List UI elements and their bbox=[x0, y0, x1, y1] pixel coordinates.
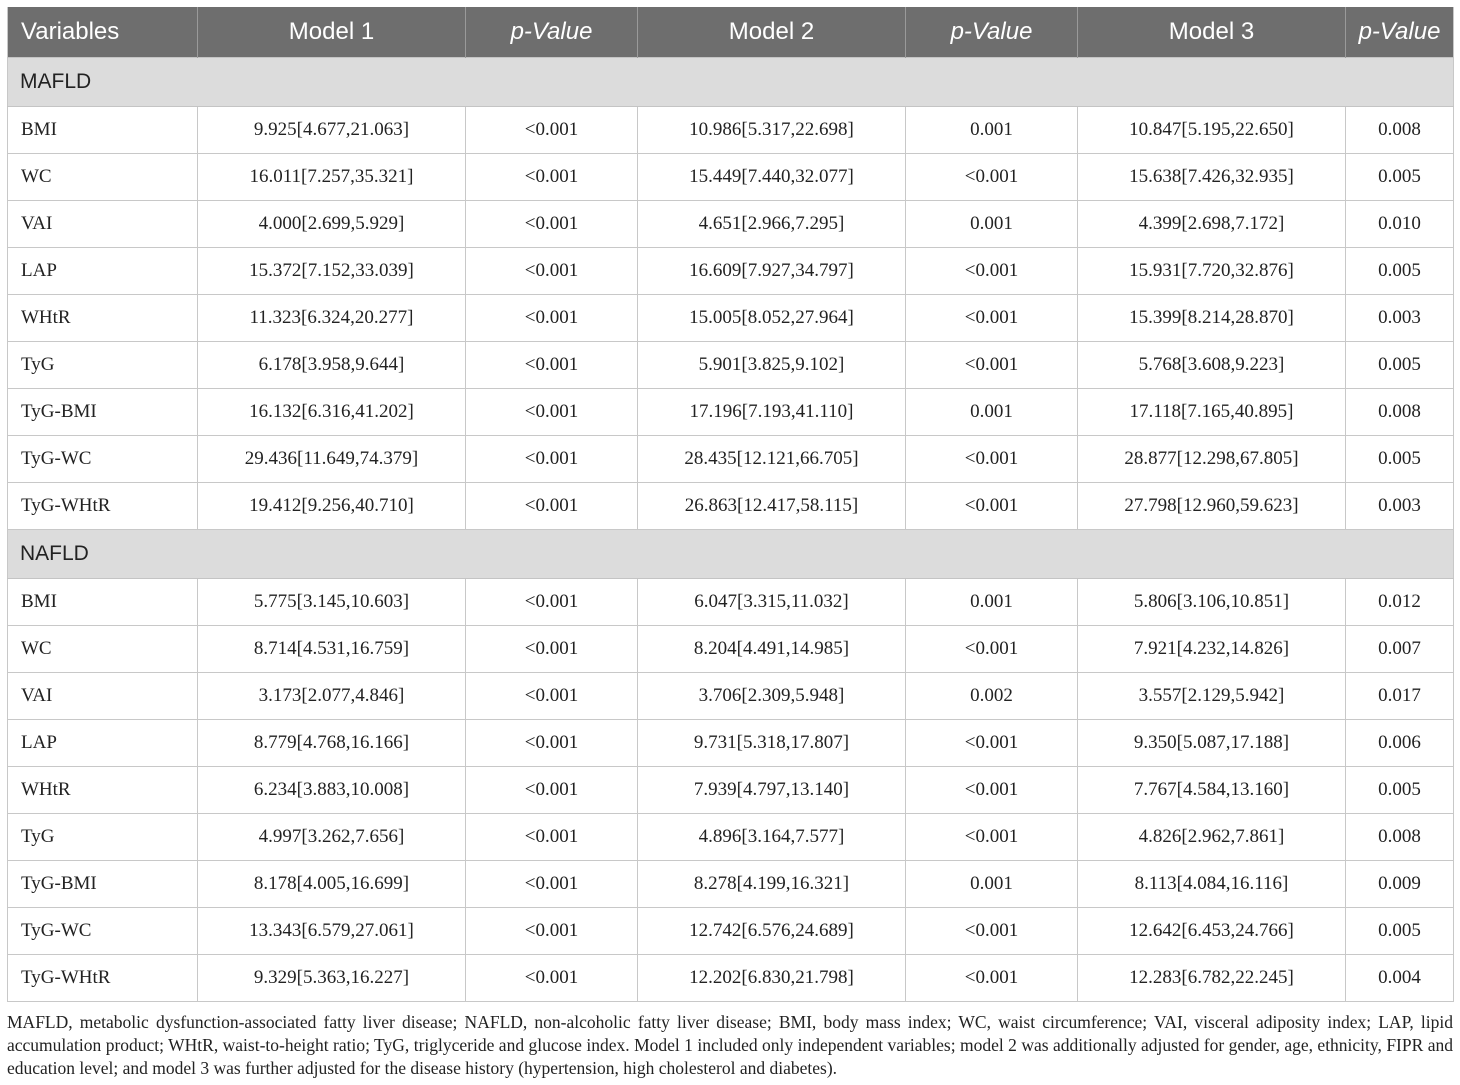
model-3-cell: 3.557[2.129,5.942] bbox=[1078, 673, 1346, 720]
model-3-cell: 4.826[2.962,7.861] bbox=[1078, 814, 1346, 861]
model-1-cell: 15.372[7.152,33.039] bbox=[198, 248, 466, 295]
table-row bbox=[8, 342, 1454, 389]
p-value-2-cell: <0.001 bbox=[906, 342, 1078, 389]
p-value-1-cell: <0.001 bbox=[466, 342, 638, 389]
table-row bbox=[8, 483, 1454, 530]
group-header-row bbox=[8, 530, 1454, 579]
model-2-cell: 4.651[2.966,7.295] bbox=[638, 201, 906, 248]
variable-cell: TyG-BMI bbox=[8, 389, 198, 436]
model-3-cell: 28.877[12.298,67.805] bbox=[1078, 436, 1346, 483]
table-row bbox=[8, 861, 1454, 908]
p-value-3-cell: 0.004 bbox=[1346, 955, 1454, 1002]
p-value-2-cell: <0.001 bbox=[906, 436, 1078, 483]
p-value-1-cell: <0.001 bbox=[466, 908, 638, 955]
model-2-cell: 4.896[3.164,7.577] bbox=[638, 814, 906, 861]
group-title: MAFLD bbox=[8, 58, 1454, 107]
p-value-3-cell: 0.007 bbox=[1346, 626, 1454, 673]
variable-cell: TyG bbox=[8, 342, 198, 389]
model-3-cell: 7.921[4.232,14.826] bbox=[1078, 626, 1346, 673]
p-value-1-cell: <0.001 bbox=[466, 673, 638, 720]
p-value-1-cell: <0.001 bbox=[466, 295, 638, 342]
table-row bbox=[8, 107, 1454, 154]
model-1-cell: 8.714[4.531,16.759] bbox=[198, 626, 466, 673]
p-value-3-cell: 0.008 bbox=[1346, 814, 1454, 861]
p-value-2-cell: <0.001 bbox=[906, 626, 1078, 673]
variable-cell: BMI bbox=[8, 579, 198, 626]
table-row bbox=[8, 579, 1454, 626]
results-table-container bbox=[7, 7, 1453, 1002]
model-2-cell: 15.005[8.052,27.964] bbox=[638, 295, 906, 342]
model-3-cell: 5.768[3.608,9.223] bbox=[1078, 342, 1346, 389]
p-value-1-cell: <0.001 bbox=[466, 107, 638, 154]
p-value-3-cell: 0.006 bbox=[1346, 720, 1454, 767]
p-value-3-cell: 0.012 bbox=[1346, 579, 1454, 626]
model-2-cell: 10.986[5.317,22.698] bbox=[638, 107, 906, 154]
model-2-cell: 8.204[4.491,14.985] bbox=[638, 626, 906, 673]
model-1-cell: 6.178[3.958,9.644] bbox=[198, 342, 466, 389]
model-2-cell: 28.435[12.121,66.705] bbox=[638, 436, 906, 483]
p-value-2-cell: <0.001 bbox=[906, 483, 1078, 530]
table-row bbox=[8, 201, 1454, 248]
variable-cell: TyG-BMI bbox=[8, 861, 198, 908]
model-2-cell: 17.196[7.193,41.110] bbox=[638, 389, 906, 436]
model-3-cell: 17.118[7.165,40.895] bbox=[1078, 389, 1346, 436]
model-1-cell: 11.323[6.324,20.277] bbox=[198, 295, 466, 342]
model-2-cell: 16.609[7.927,34.797] bbox=[638, 248, 906, 295]
p-value-3-cell: 0.005 bbox=[1346, 342, 1454, 389]
variable-cell: VAI bbox=[8, 673, 198, 720]
model-2-cell: 8.278[4.199,16.321] bbox=[638, 861, 906, 908]
group-header-row bbox=[8, 58, 1454, 107]
model-2-cell: 7.939[4.797,13.140] bbox=[638, 767, 906, 814]
table-row bbox=[8, 673, 1454, 720]
model-1-cell: 4.997[3.262,7.656] bbox=[198, 814, 466, 861]
model-3-cell: 12.283[6.782,22.245] bbox=[1078, 955, 1346, 1002]
p-value-2-cell: 0.002 bbox=[906, 673, 1078, 720]
model-1-cell: 8.178[4.005,16.699] bbox=[198, 861, 466, 908]
variable-cell: WHtR bbox=[8, 295, 198, 342]
variable-cell: WHtR bbox=[8, 767, 198, 814]
p-value-1-cell: <0.001 bbox=[466, 436, 638, 483]
model-1-cell: 13.343[6.579,27.061] bbox=[198, 908, 466, 955]
p-value-3-cell: 0.008 bbox=[1346, 389, 1454, 436]
model-1-cell: 19.412[9.256,40.710] bbox=[198, 483, 466, 530]
table-row bbox=[8, 248, 1454, 295]
table-row bbox=[8, 720, 1454, 767]
variable-cell: TyG-WC bbox=[8, 436, 198, 483]
header-model-2: Model 2 bbox=[638, 7, 906, 58]
p-value-2-cell: <0.001 bbox=[906, 720, 1078, 767]
model-1-cell: 8.779[4.768,16.166] bbox=[198, 720, 466, 767]
p-value-3-cell: 0.005 bbox=[1346, 908, 1454, 955]
model-3-cell: 27.798[12.960,59.623] bbox=[1078, 483, 1346, 530]
model-3-cell: 9.350[5.087,17.188] bbox=[1078, 720, 1346, 767]
table-row bbox=[8, 626, 1454, 673]
p-value-3-cell: 0.010 bbox=[1346, 201, 1454, 248]
model-2-cell: 12.202[6.830,21.798] bbox=[638, 955, 906, 1002]
p-value-2-cell: 0.001 bbox=[906, 389, 1078, 436]
variable-cell: WC bbox=[8, 154, 198, 201]
p-value-2-cell: <0.001 bbox=[906, 248, 1078, 295]
table-row bbox=[8, 908, 1454, 955]
variable-cell: LAP bbox=[8, 248, 198, 295]
table-row bbox=[8, 436, 1454, 483]
p-value-2-cell: 0.001 bbox=[906, 107, 1078, 154]
p-value-3-cell: 0.009 bbox=[1346, 861, 1454, 908]
header-p-value-3: p-Value bbox=[1346, 7, 1454, 58]
header-p-value-2: p-Value bbox=[906, 7, 1078, 58]
p-value-1-cell: <0.001 bbox=[466, 767, 638, 814]
model-2-cell: 3.706[2.309,5.948] bbox=[638, 673, 906, 720]
header-model-1: Model 1 bbox=[198, 7, 466, 58]
p-value-2-cell: <0.001 bbox=[906, 908, 1078, 955]
model-3-cell: 7.767[4.584,13.160] bbox=[1078, 767, 1346, 814]
p-value-2-cell: <0.001 bbox=[906, 767, 1078, 814]
variable-cell: TyG bbox=[8, 814, 198, 861]
p-value-2-cell: 0.001 bbox=[906, 861, 1078, 908]
model-2-cell: 5.901[3.825,9.102] bbox=[638, 342, 906, 389]
p-value-2-cell: <0.001 bbox=[906, 295, 1078, 342]
model-1-cell: 6.234[3.883,10.008] bbox=[198, 767, 466, 814]
p-value-1-cell: <0.001 bbox=[466, 154, 638, 201]
p-value-1-cell: <0.001 bbox=[466, 483, 638, 530]
model-3-cell: 8.113[4.084,16.116] bbox=[1078, 861, 1346, 908]
model-1-cell: 29.436[11.649,74.379] bbox=[198, 436, 466, 483]
p-value-3-cell: 0.005 bbox=[1346, 248, 1454, 295]
model-2-cell: 15.449[7.440,32.077] bbox=[638, 154, 906, 201]
model-3-cell: 4.399[2.698,7.172] bbox=[1078, 201, 1346, 248]
model-3-cell: 15.399[8.214,28.870] bbox=[1078, 295, 1346, 342]
variable-cell: VAI bbox=[8, 201, 198, 248]
variable-cell: WC bbox=[8, 626, 198, 673]
p-value-3-cell: 0.008 bbox=[1346, 107, 1454, 154]
p-value-2-cell: <0.001 bbox=[906, 154, 1078, 201]
table-row bbox=[8, 955, 1454, 1002]
p-value-3-cell: 0.005 bbox=[1346, 436, 1454, 483]
p-value-1-cell: <0.001 bbox=[466, 579, 638, 626]
model-1-cell: 5.775[3.145,10.603] bbox=[198, 579, 466, 626]
model-2-cell: 26.863[12.417,58.115] bbox=[638, 483, 906, 530]
variable-cell: TyG-WHtR bbox=[8, 955, 198, 1002]
model-1-cell: 3.173[2.077,4.846] bbox=[198, 673, 466, 720]
p-value-1-cell: <0.001 bbox=[466, 248, 638, 295]
model-3-cell: 5.806[3.106,10.851] bbox=[1078, 579, 1346, 626]
model-1-cell: 9.329[5.363,16.227] bbox=[198, 955, 466, 1002]
header-model-3: Model 3 bbox=[1078, 7, 1346, 58]
model-2-cell: 9.731[5.318,17.807] bbox=[638, 720, 906, 767]
p-value-1-cell: <0.001 bbox=[466, 389, 638, 436]
p-value-2-cell: <0.001 bbox=[906, 814, 1078, 861]
regression-results-table bbox=[7, 7, 1454, 1002]
table-footnote: MAFLD, metabolic dysfunction-associated fatty liver disease; NAFLD, non-alcoholic fatty liver disease; BMI, body mass index; WC, waist circumference; VAI, visceral adiposity index; LAP, lipid accumulation product; WHtR, waist-to-height ratio; TyG, triglyceride and glucose index. Model 1 included only independent variables; model 2 was additionally adjusted for gender, age, ethnicity, FIPR and education level; and model 3 was further adjusted for the disease history (hypertension, high cholesterol and diabetes). bbox=[7, 1012, 1453, 1078]
header-p-value-1: p-Value bbox=[466, 7, 638, 58]
p-value-3-cell: 0.005 bbox=[1346, 767, 1454, 814]
variable-cell: TyG-WHtR bbox=[8, 483, 198, 530]
table-row bbox=[8, 295, 1454, 342]
p-value-3-cell: 0.017 bbox=[1346, 673, 1454, 720]
table-row bbox=[8, 767, 1454, 814]
p-value-3-cell: 0.003 bbox=[1346, 483, 1454, 530]
table-row bbox=[8, 154, 1454, 201]
model-3-cell: 15.638[7.426,32.935] bbox=[1078, 154, 1346, 201]
p-value-1-cell: <0.001 bbox=[466, 955, 638, 1002]
model-1-cell: 9.925[4.677,21.063] bbox=[198, 107, 466, 154]
group-title: NAFLD bbox=[8, 530, 1454, 579]
p-value-3-cell: 0.003 bbox=[1346, 295, 1454, 342]
model-2-cell: 6.047[3.315,11.032] bbox=[638, 579, 906, 626]
header-variables: Variables bbox=[8, 7, 198, 58]
table-header-row bbox=[8, 7, 1454, 58]
table-row bbox=[8, 814, 1454, 861]
p-value-1-cell: <0.001 bbox=[466, 626, 638, 673]
variable-cell: LAP bbox=[8, 720, 198, 767]
p-value-2-cell: 0.001 bbox=[906, 579, 1078, 626]
p-value-2-cell: 0.001 bbox=[906, 201, 1078, 248]
model-3-cell: 15.931[7.720,32.876] bbox=[1078, 248, 1346, 295]
model-1-cell: 16.132[6.316,41.202] bbox=[198, 389, 466, 436]
model-2-cell: 12.742[6.576,24.689] bbox=[638, 908, 906, 955]
table-row bbox=[8, 389, 1454, 436]
variable-cell: BMI bbox=[8, 107, 198, 154]
p-value-2-cell: <0.001 bbox=[906, 955, 1078, 1002]
model-1-cell: 4.000[2.699,5.929] bbox=[198, 201, 466, 248]
p-value-1-cell: <0.001 bbox=[466, 720, 638, 767]
p-value-1-cell: <0.001 bbox=[466, 861, 638, 908]
model-3-cell: 10.847[5.195,22.650] bbox=[1078, 107, 1346, 154]
model-3-cell: 12.642[6.453,24.766] bbox=[1078, 908, 1346, 955]
table-body bbox=[8, 58, 1454, 1002]
p-value-3-cell: 0.005 bbox=[1346, 154, 1454, 201]
p-value-1-cell: <0.001 bbox=[466, 201, 638, 248]
model-1-cell: 16.011[7.257,35.321] bbox=[198, 154, 466, 201]
p-value-1-cell: <0.001 bbox=[466, 814, 638, 861]
variable-cell: TyG-WC bbox=[8, 908, 198, 955]
